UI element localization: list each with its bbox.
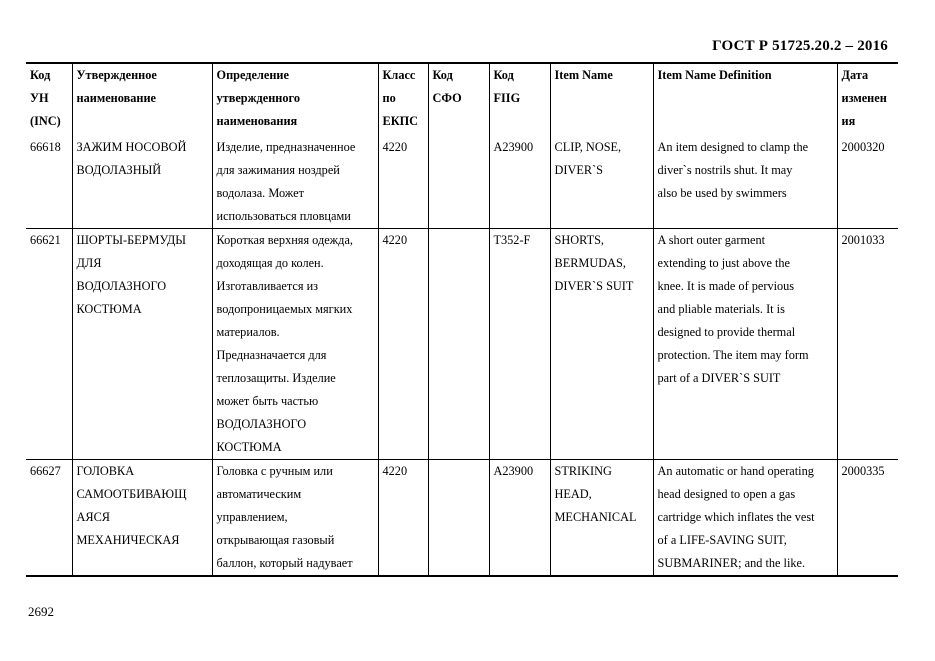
header-approved-name: Утвержденное наименование <box>72 63 212 136</box>
catalog-table <box>26 62 898 577</box>
cell-item-name-definition: An item designed to clamp the diver`s nostrils shut. It may also be used by swimmers <box>653 136 837 229</box>
document-code: ГОСТ Р 51725.20.2 – 2016 <box>712 38 888 54</box>
cell-inc-code: 66618 <box>26 136 72 229</box>
cell-change-date: 2001033 <box>837 229 898 460</box>
header-item-name: Item Name <box>550 63 653 136</box>
header-ekps-class: Класс по ЕКПС <box>378 63 428 136</box>
cell-inc-code: 66627 <box>26 460 72 577</box>
cell-ekps-class: 4220 <box>378 229 428 460</box>
header-fiig-code: Код FIIG <box>489 63 550 136</box>
cell-sfo-code <box>428 229 489 460</box>
cell-approved-name: ШОРТЫ-БЕРМУДЫ ДЛЯ ВОДОЛАЗНОГО КОСТЮМА <box>72 229 212 460</box>
cell-change-date: 2000335 <box>837 460 898 577</box>
table-row <box>26 136 898 229</box>
cell-fiig-code: T352-F <box>489 229 550 460</box>
cell-name-definition: Головка с ручным или автоматическим управлением, открывающая газовый баллон, который надувает <box>212 460 378 577</box>
header-change-date: Дата изменен ия <box>837 63 898 136</box>
cell-fiig-code: A23900 <box>489 136 550 229</box>
header-name-definition: Определение утвержденного наименования <box>212 63 378 136</box>
header-inc-code: Код УН (INC) <box>26 63 72 136</box>
header-sfo-code: Код СФО <box>428 63 489 136</box>
page-number: 2692 <box>28 604 54 619</box>
cell-item-name: STRIKING HEAD, MECHANICAL <box>550 460 653 577</box>
cell-name-definition: Изделие, предназначенное для зажимания ноздрей водолаза. Может использоваться пловцами <box>212 136 378 229</box>
cell-name-definition: Короткая верхняя одежда, доходящая до колен. Изготавливается из водопроницаемых мягких материалов. Предназначается для теплозащиты. Изделие может быть частью ВОДОЛАЗНОГО КОСТЮМА <box>212 229 378 460</box>
table-row <box>26 229 898 460</box>
cell-inc-code: 66621 <box>26 229 72 460</box>
table-row <box>26 460 898 577</box>
cell-fiig-code: A23900 <box>489 460 550 577</box>
cell-sfo-code <box>428 460 489 577</box>
cell-approved-name: ГОЛОВКА САМООТБИВАЮЩ АЯСЯ МЕХАНИЧЕСКАЯ <box>72 460 212 577</box>
cell-item-name: CLIP, NOSE, DIVER`S <box>550 136 653 229</box>
cell-item-name-definition: An automatic or hand operating head designed to open a gas cartridge which inflates the vest of a LIFE-SAVING SUIT, SUBMARINER; and the like. <box>653 460 837 577</box>
cell-approved-name: ЗАЖИМ НОСОВОЙ ВОДОЛАЗНЫЙ <box>72 136 212 229</box>
cell-item-name: SHORTS, BERMUDAS, DIVER`S SUIT <box>550 229 653 460</box>
cell-change-date: 2000320 <box>837 136 898 229</box>
cell-ekps-class: 4220 <box>378 136 428 229</box>
cell-sfo-code <box>428 136 489 229</box>
cell-ekps-class: 4220 <box>378 460 428 577</box>
header-item-name-definition: Item Name Definition <box>653 63 837 136</box>
table-header-row <box>26 63 898 136</box>
cell-item-name-definition: A short outer garment extending to just above the knee. It is made of pervious and pliable materials. It is designed to provide thermal protection. The item may form part of a DIVER`S SUIT <box>653 229 837 460</box>
